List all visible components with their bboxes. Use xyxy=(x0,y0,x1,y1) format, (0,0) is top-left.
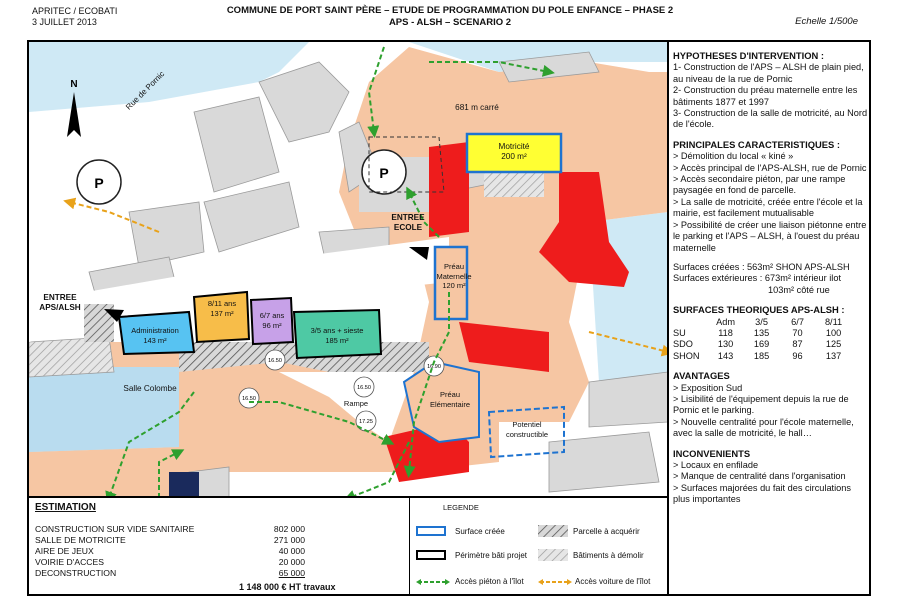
legend-title: LEGENDE xyxy=(443,503,479,512)
parking-letter-west: P xyxy=(94,175,104,191)
caracteristique-item: > Démolition du local « kiné » xyxy=(673,151,794,162)
south-strip xyxy=(29,447,179,498)
entree-ecole-label: ENTREE ECOLE xyxy=(391,213,425,232)
legend-parcelle-label: Parcelle à acquérir xyxy=(573,527,640,536)
caracteristiques-title: PRINCIPALES CARACTERISTIQUES : xyxy=(673,138,841,150)
level-4: 16.50 xyxy=(357,385,371,391)
estimation-row: AIRE DE JEUX 40 000 xyxy=(35,546,305,556)
surfaces-block xyxy=(673,262,869,296)
entree-aps-label: ENTREE APS/ALSH xyxy=(39,293,81,312)
legend-demolir-label: Bâtiments à démolir xyxy=(573,551,644,560)
legend-pieton-label: Accès piéton à l'îlot xyxy=(455,577,524,586)
r811-label: 8/11 ans 137 m² xyxy=(207,299,237,318)
parking-letter-east: P xyxy=(379,165,389,181)
legend-swatch-surface xyxy=(416,526,446,536)
colombe-label: Salle Colombe xyxy=(123,384,177,393)
preau-elementaire-label: Préau Elémentaire xyxy=(429,390,471,409)
surfaces-rue: 103m² côté rue xyxy=(768,284,830,295)
hypothese-item: 1- Construction de l'APS – ALSH de plain pied, au niveau de la rue de Pornic xyxy=(673,62,864,84)
potentiel-label: Potentiel constructible xyxy=(505,420,549,439)
scale-label: Echelle 1/500e xyxy=(795,16,858,27)
rampe-label: Rampe xyxy=(343,399,369,408)
legend-panel xyxy=(409,498,668,594)
r35-label: 3/5 ans + sieste 185 m² xyxy=(310,326,364,345)
motricite-label: Motricité 200 m² xyxy=(498,142,530,161)
estimation-panel xyxy=(29,498,409,594)
title-line-2: APS - ALSH – SCENARIO 2 xyxy=(388,17,512,28)
avantages-title: AVANTAGES xyxy=(673,370,730,382)
legend-perimetre-label: Périmètre bâti projet xyxy=(455,551,528,560)
preau-maternelle-label: Préau Maternelle 120 m² xyxy=(436,262,472,290)
legend-voiture-label: Accès voiture de l'îlot xyxy=(575,577,651,586)
level-2: 17.25 xyxy=(359,419,373,425)
surfaces-exterieures: Surfaces extérieures : 673m² intérieur ilot xyxy=(673,273,841,284)
caracteristique-item: > Possibilité de créer une liaison piétonne entre le parking et l'APS – ALSH, à l'ouest du préau maternelle xyxy=(673,219,867,253)
hypotheses-block xyxy=(673,50,869,131)
inconvenient-item: > Manque de centralité dans l'organisation xyxy=(673,471,846,482)
table-row: SHON 143 185 96 137 xyxy=(673,350,842,361)
street-label: Rue de Pornic xyxy=(124,69,167,112)
page-title xyxy=(200,5,700,29)
surfaces-creees: Surfaces créées : 563m² SHON APS-ALSH xyxy=(673,261,850,272)
surfaces-theoriques-block xyxy=(673,304,869,362)
side-panel xyxy=(668,42,869,594)
estimation-row: DECONSTRUCTION 65 000 xyxy=(35,568,305,578)
legend-swatch-parcelle xyxy=(538,525,568,537)
hypothese-item: 2- Construction du préau maternelle entre les bâtiments 1877 et 1997 xyxy=(673,85,858,107)
level-3: 16.90 xyxy=(427,364,441,370)
avantage-item: > Lisibilité de l'équipement depuis la rue de Pornic et le parking. xyxy=(673,393,849,416)
doc-date: 3 JUILLET 2013 xyxy=(32,17,97,27)
estimation-row: CONSTRUCTION SUR VIDE SANITAIRE 802 000 xyxy=(35,524,305,534)
salle-colombe-area xyxy=(29,367,179,452)
caracteristique-item: > Accès secondaire piéton, par une rampe paysagée en fond de parcelle. xyxy=(673,174,846,196)
avantage-item: > Exposition Sud xyxy=(673,382,743,393)
estimation-total: 1 148 000 € HT travaux xyxy=(239,582,336,592)
hypotheses-title: HYPOTHESES D'INTERVENTION : xyxy=(673,50,825,61)
surfaces-table xyxy=(673,317,852,363)
avantage-item: > Nouvelle centralité pour l'école maternelle, avec la salle de motricité, le hall… xyxy=(673,416,854,439)
firm-name: APRITEC / ECOBATI xyxy=(32,6,118,16)
estimation-row: SALLE DE MOTRICITE 271 000 xyxy=(35,535,305,545)
north-label: N xyxy=(70,79,78,90)
legend-swatch-demolir xyxy=(538,549,568,561)
legend-surface-label: Surface créée xyxy=(455,527,505,536)
title-line-1: COMMUNE DE PORT SAINT PÈRE – ETUDE DE PROGRAMMATION DU POLE ENFANCE – PHASE 2 xyxy=(226,5,674,16)
inconvenients-title: INCONVENIENTS xyxy=(673,447,751,459)
inconvenient-item: > Locaux en enfilade xyxy=(673,460,759,470)
firm-block xyxy=(32,6,117,28)
caracteristique-item: > La salle de motricité, créée entre l'école et la mairie, est facilement mutualisable xyxy=(673,196,863,219)
site-plan-map xyxy=(29,42,668,498)
motricite-hatch xyxy=(484,172,544,197)
legend-swatch-pieton xyxy=(416,577,450,587)
surfaces-theoriques-title: SURFACES THEORIQUES APS-ALSH : xyxy=(673,304,845,316)
estimation-title: ESTIMATION xyxy=(35,502,96,513)
inconvenients-block xyxy=(673,448,869,506)
admin-label: Administration 143 m² xyxy=(131,326,179,345)
level-1: 16.50 xyxy=(242,396,256,402)
avantages-block xyxy=(673,370,869,439)
level-5: 16.50 xyxy=(268,358,282,364)
dark-building xyxy=(169,472,199,498)
table-row: SU 118 135 70 100 xyxy=(673,327,842,338)
table-row: SDO 130 169 87 125 xyxy=(673,339,842,350)
r67-label: 6/7 ans 96 m² xyxy=(259,311,285,330)
caracteristiques-block xyxy=(673,139,869,254)
hypothese-item: 3- Construction de la salle de motricité, au Nord de l'école. xyxy=(673,108,868,130)
legend-swatch-voiture xyxy=(538,577,572,587)
table-header-row: Adm 3/5 6/7 8/11 xyxy=(716,316,843,327)
legend-swatch-perimetre xyxy=(416,550,446,560)
area-label: 681 m carré xyxy=(455,103,499,112)
estimation-row: VOIRIE D'ACCES 20 000 xyxy=(35,557,305,567)
inconvenient-item: > Surfaces majorées du fait des circulations plus importantes xyxy=(673,482,851,505)
caracteristique-item: > Accès principal de l'APS-ALSH, rue de Pornic xyxy=(673,162,867,173)
